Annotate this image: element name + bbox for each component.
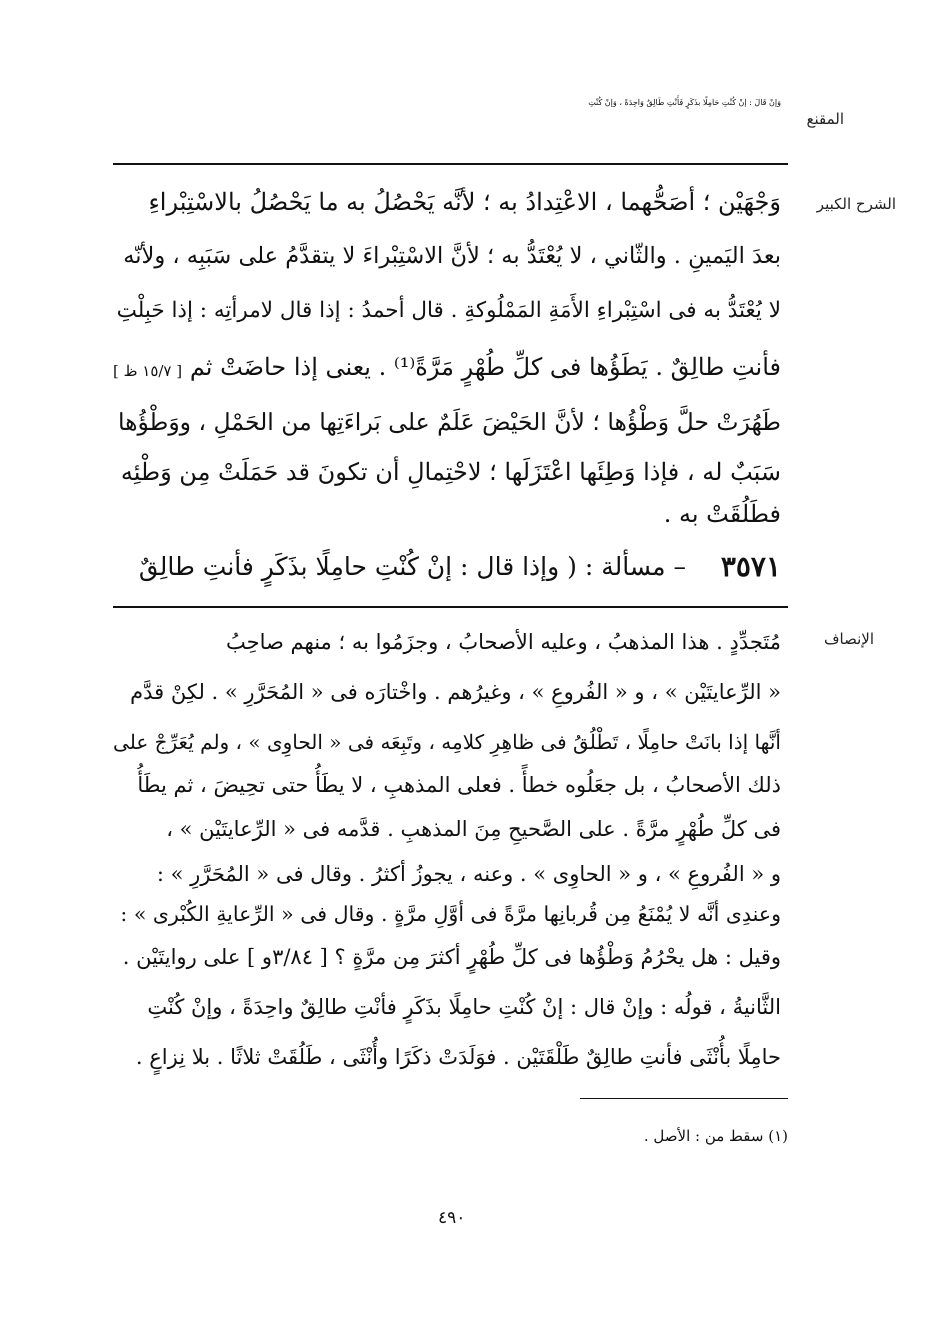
sharh-line: فطَلُقَتْ به .: [663, 500, 781, 528]
sharh-line: طَهُرَتْ حلَّ وَطْؤُها ؛ لأنَّ الحَيْضَ عَلَمٌ على بَراءَتِها من الحَمْلِ ، ووَطْؤُها: [117, 408, 781, 436]
insaf-line: مُتَجدِّدٍ . هذا المذهبُ ، وعليه الأصحابُ ، وجزَمُوا به ؛ منهم صاحِبُ: [226, 630, 781, 654]
sharh-line: فأنتِ طالِقٌ . يَطَؤُها فى كلِّ طُهْرٍ مَرَّةً⁽¹⁾ . يعنى إذا حاضَتْ ثم: [189, 353, 781, 381]
masala-number: ٣٥٧١: [720, 550, 781, 583]
sharh-line: بعدَ اليَمينِ . والثّاني ، لا يُعْتَدُّ به ؛ لأنَّ الاسْتِبْراءَ لا يتقدَّمُ على سَبَبِه ، ولأنّه: [123, 243, 781, 269]
muqni-divider: [113, 163, 788, 165]
sharh-line: وَجْهَيْن ؛ أصَحُّهما ، الاعْتِدادُ به ؛ لأنَّه يَحْصُلُ به ما يَحْصُلُ بالاسْتِبْراءِ: [148, 188, 781, 216]
page-number: ٤٩٠: [438, 1208, 466, 1228]
sharh-line: سَبَبٌ له ، فإذا وَطِئَها اعْتَزَلَها ؛ لاحْتِمالِ أن تكونَ قد حَمَلَتْ مِن وَطْئِه: [120, 458, 781, 486]
insaf-line: ذلك الأصحابُ ، بل جعَلُوه خطأً . فعلى المذهبِ ، لا يطَأُ حتى تحِيضَ ، ثم يطَأُ: [137, 773, 781, 797]
insaf-line: أنَّها إذا بانَتْ حامِلًا ، تَطْلُقُ فى ظاهِرِ كلامِه ، وتَبِعَه فى « الحاوِى » ، ولم يُعَرِّجْ على: [113, 730, 781, 754]
insaf-line: فى كلِّ طُهْرٍ مرَّةً . على الصَّحيحِ مِنَ المذهبِ . قدَّمه فى « الرِّعايتَيْن » ،: [166, 817, 781, 841]
masala-text: – مسألة : ( وإذا قال : إنْ كُنْتِ حامِلًا بذَكَرٍ فأنتِ طالِقٌ: [138, 552, 686, 581]
label-muqni: المقنع: [806, 110, 844, 128]
insaf-line: وعندِى أنَّه لا يُمْنَعُ مِن قُربانِها مرَّةً فى أوَّلِ مرَّةٍ . وقال فى « الرِّعايةِ الكُبْرى » :: [120, 902, 781, 926]
label-sharh: الشرح الكبير: [816, 195, 896, 213]
muqni-text: وَإنْ قَالَ : إنْ كُنْتِ حَامِلًا بذَكَرٍ فَأَنْتِ طَالِقٌ وَاحِدَةً ، وَإنْ كُنْتِ: [588, 98, 781, 107]
footnote: (١) سقط من : الأصل .: [643, 1127, 788, 1145]
label-insaf: الإنصاف: [823, 630, 874, 648]
masala-divider: [113, 606, 788, 608]
insaf-line: وقيل : هل يحْرُمُ وَطْؤُها فى كلِّ طُهْرٍ أكثرَ مِن مرَّةٍ ؟ [ ٣/٨٤و ] على روايتَيْن .: [122, 945, 781, 969]
footnote-divider: [580, 1098, 788, 1099]
sharh-margin-ref: [ ١٥/٧ ظ ]: [113, 362, 183, 380]
insaf-line: حامِلًا بأُنْثَى فأنتِ طالِقٌ طَلْقَتَيْن . فوَلَدَتْ ذكَرًا وأُنْثَى ، طَلُقَتْ ثلاثًا . بلا نِزاعٍ .: [135, 1045, 781, 1069]
insaf-line: الثَّانيةُ ، قولُه : وإنْ قال : إنْ كُنْتِ حامِلًا بذَكَرٍ فأنْتِ طالِقٌ واحِدَةً ، وإنْ كُنْتِ: [147, 995, 781, 1019]
insaf-line: « الرِّعايتَيْن » ، و « الفُروعِ » ، وغيرُهم . واخْتارَه فى « المُحَرَّرِ » . لكِنْ قدَّم: [130, 680, 781, 704]
insaf-line: و « الفُروعِ » ، و « الحاوِى » . وعنه ، يجوزُ أكثرُ . وقال فى « المُحَرَّرِ » :: [156, 862, 781, 886]
sharh-line: لا يُعْتَدُّ به فى اسْتِبْراءِ الأَمَةِ المَمْلُوكةِ . قال أحمدُ : إذا قال لامرأتِه : إذا حَبِلْتِ: [116, 298, 781, 323]
